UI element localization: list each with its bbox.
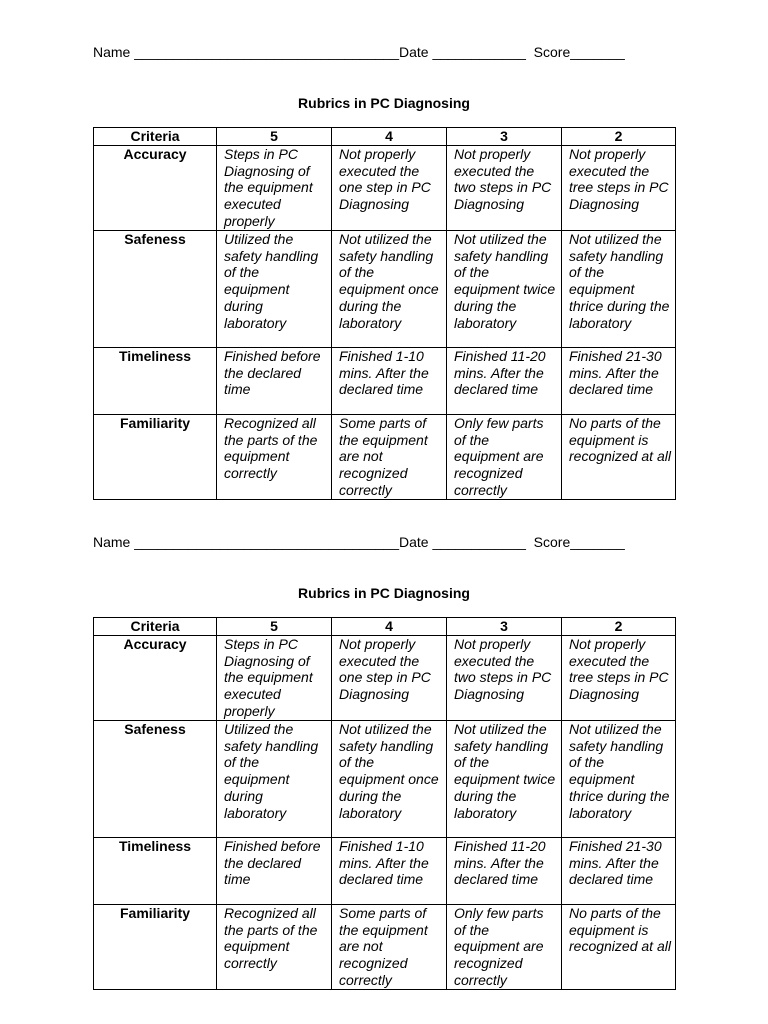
descriptor-cell: Finished 21-30 mins. After the declared time <box>562 347 676 414</box>
criterion-cell: Timeliness <box>94 347 217 414</box>
table-row-accuracy <box>94 635 676 720</box>
score-label: Score <box>533 44 571 60</box>
table-row-timeliness <box>94 347 676 414</box>
score-blank: _______ <box>570 44 625 60</box>
descriptor-cell: Not properly executed the tree steps in PC Diagnosing <box>562 145 676 230</box>
name-label: Name <box>93 534 131 550</box>
table-row-familiarity <box>94 904 676 989</box>
descriptor-cell: Finished before the declared time <box>217 837 332 904</box>
header-criteria: Criteria <box>94 128 217 146</box>
descriptor-cell: Not properly executed the two steps in PC Diagnosing <box>447 145 562 230</box>
header-line <box>93 533 693 551</box>
header-score-3: 3 <box>447 618 562 636</box>
name-label: Name <box>93 44 131 60</box>
rubric-table <box>93 127 676 500</box>
page-title: Rubrics in PC Diagnosing <box>298 585 470 601</box>
descriptor-cell: Steps in PC Diagnosing of the equipment executed properly <box>217 635 332 720</box>
criterion-cell: Familiarity <box>94 904 217 989</box>
table-row-safeness <box>94 230 676 347</box>
score-label: Score <box>533 534 571 550</box>
descriptor-cell: No parts of the equipment is recognized at all <box>562 414 676 499</box>
criterion-cell: Familiarity <box>94 414 217 499</box>
header-score-3: 3 <box>447 128 562 146</box>
descriptor-cell: Not utilized the safety handling of the equipment twice during the laboratory <box>447 720 562 837</box>
descriptor-cell: Recognized all the parts of the equipment correctly <box>217 414 332 499</box>
descriptor-cell: Not properly executed the tree steps in PC Diagnosing <box>562 635 676 720</box>
criterion-cell: Safeness <box>94 720 217 837</box>
descriptor-cell: Not properly executed the one step in PC Diagnosing <box>332 145 447 230</box>
descriptor-cell: Not properly executed the two steps in PC Diagnosing <box>447 635 562 720</box>
header-score-5: 5 <box>217 618 332 636</box>
descriptor-cell: Not properly executed the one step in PC Diagnosing <box>332 635 447 720</box>
descriptor-cell: Finished 1-10 mins. After the declared time <box>332 347 447 414</box>
table-row-familiarity <box>94 414 676 499</box>
descriptor-cell: Some parts of the equipment are not recognized correctly <box>332 414 447 499</box>
criterion-cell: Accuracy <box>94 635 217 720</box>
descriptor-cell: Some parts of the equipment are not recognized correctly <box>332 904 447 989</box>
page-title: Rubrics in PC Diagnosing <box>298 95 470 111</box>
descriptor-cell: Only few parts of the equipment are recognized correctly <box>447 414 562 499</box>
date-blank: ____________ <box>432 534 526 550</box>
date-blank: ____________ <box>432 44 526 60</box>
date-label: Date <box>398 44 429 60</box>
descriptor-cell: No parts of the equipment is recognized at all <box>562 904 676 989</box>
score-blank: _______ <box>570 534 625 550</box>
table-row-safeness <box>94 720 676 837</box>
header-criteria: Criteria <box>94 618 217 636</box>
header-score-2: 2 <box>562 618 676 636</box>
criterion-cell: Safeness <box>94 230 217 347</box>
descriptor-cell: Recognized all the parts of the equipment correctly <box>217 904 332 989</box>
descriptor-cell: Finished 11-20 mins. After the declared time <box>447 837 562 904</box>
descriptor-cell: Not utilized the safety handling of the equipment thrice during the laboratory <box>562 720 676 837</box>
descriptor-cell: Utilized the safety handling of the equipment during laboratory <box>217 720 332 837</box>
descriptor-cell: Not utilized the safety handling of the equipment thrice during the laboratory <box>562 230 676 347</box>
date-label: Date <box>398 534 429 550</box>
descriptor-cell: Finished 1-10 mins. After the declared time <box>332 837 447 904</box>
descriptor-cell: Not utilized the safety handling of the equipment once during the laboratory <box>332 720 447 837</box>
descriptor-cell: Finished before the declared time <box>217 347 332 414</box>
header-score-4: 4 <box>332 618 447 636</box>
table-row-accuracy <box>94 145 676 230</box>
descriptor-cell: Only few parts of the equipment are recognized correctly <box>447 904 562 989</box>
descriptor-cell: Not utilized the safety handling of the equipment twice during the laboratory <box>447 230 562 347</box>
descriptor-cell: Not utilized the safety handling of the equipment once during the laboratory <box>332 230 447 347</box>
header-score-2: 2 <box>562 128 676 146</box>
header-score-4: 4 <box>332 128 447 146</box>
criterion-cell: Timeliness <box>94 837 217 904</box>
header-score-5: 5 <box>217 128 332 146</box>
descriptor-cell: Finished 11-20 mins. After the declared time <box>447 347 562 414</box>
name-blank: __________________________________ <box>134 44 399 60</box>
descriptor-cell: Steps in PC Diagnosing of the equipment executed properly <box>217 145 332 230</box>
table-row-timeliness <box>94 837 676 904</box>
header-line <box>93 43 693 61</box>
rubric-table <box>93 617 676 990</box>
criterion-cell: Accuracy <box>94 145 217 230</box>
descriptor-cell: Utilized the safety handling of the equipment during laboratory <box>217 230 332 347</box>
descriptor-cell: Finished 21-30 mins. After the declared time <box>562 837 676 904</box>
name-blank: __________________________________ <box>134 534 399 550</box>
